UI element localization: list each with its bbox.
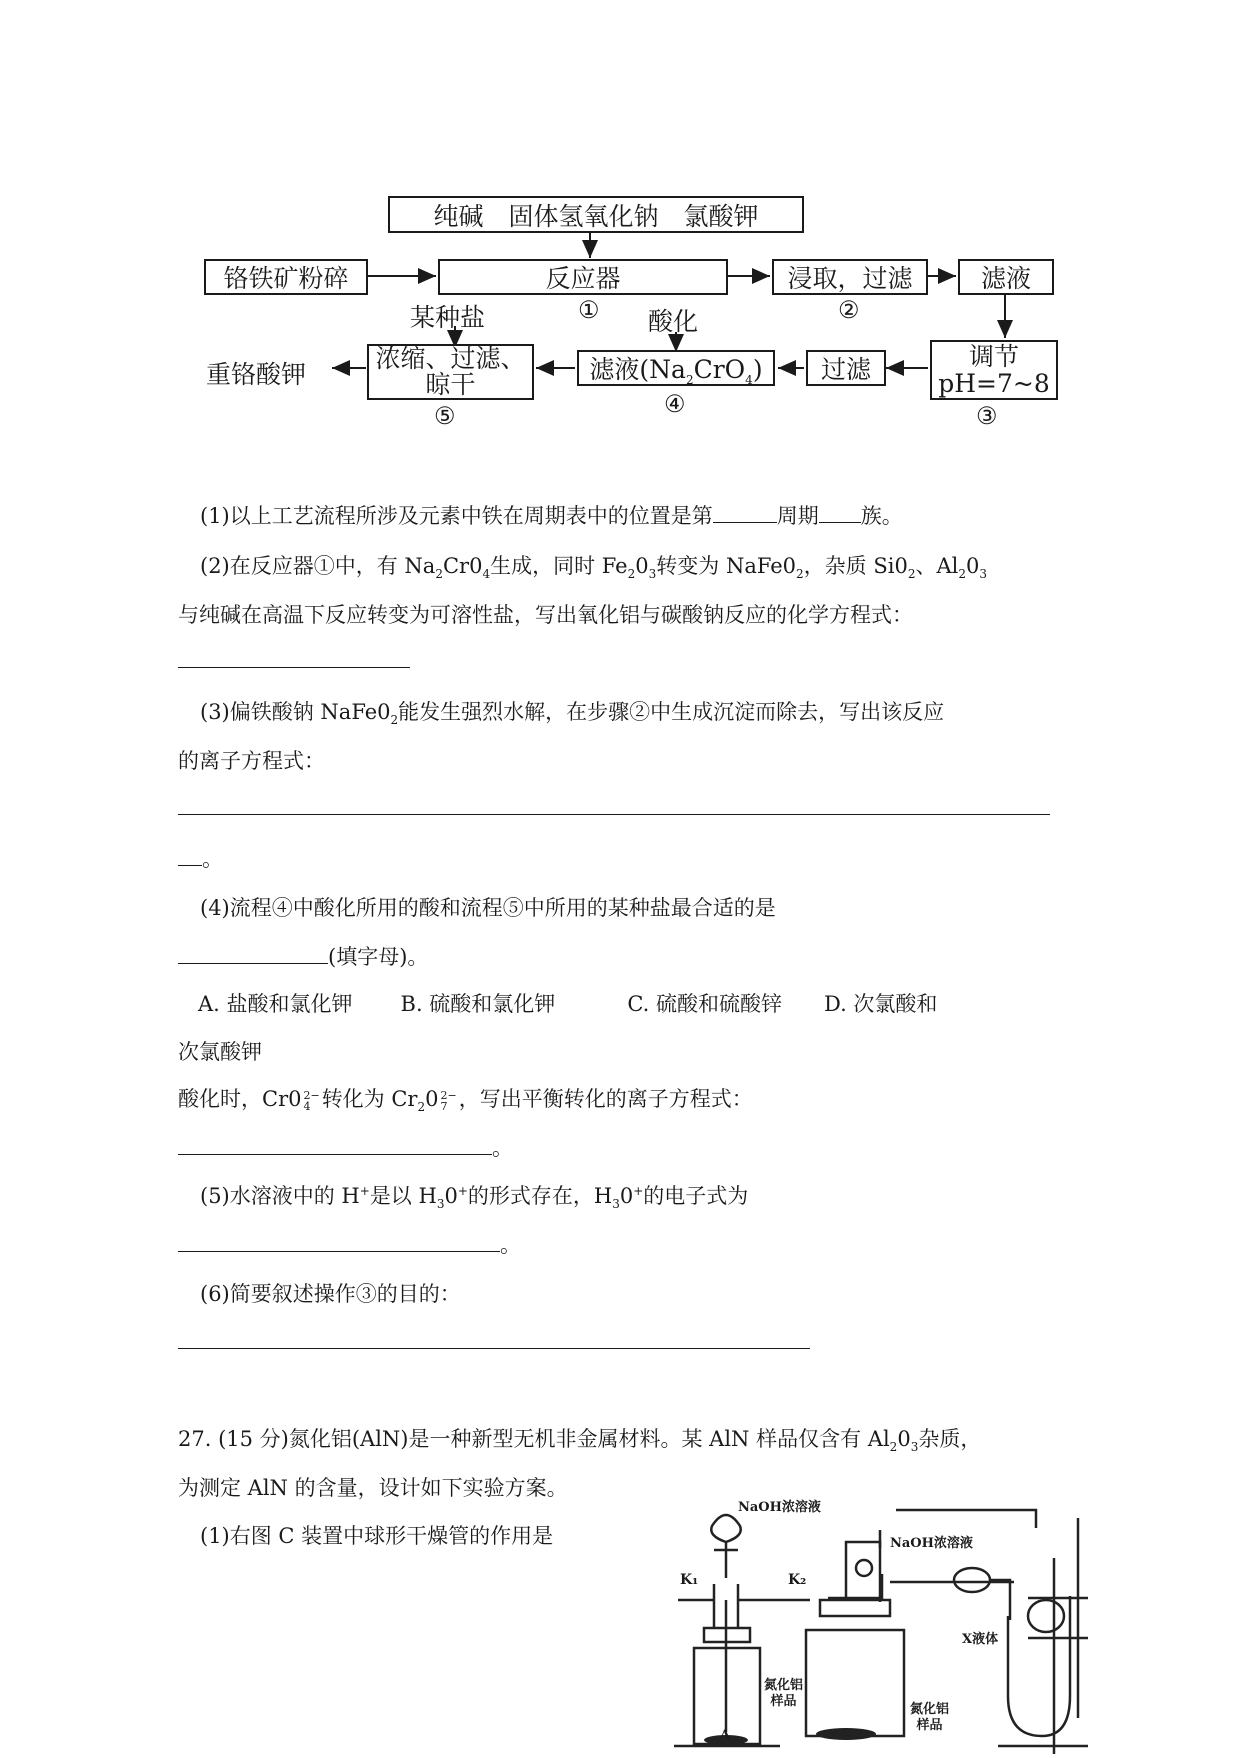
q4-option-a: A. 盐酸和氯化钾: [198, 992, 353, 1016]
q1-blank-group[interactable]: [819, 521, 861, 523]
q2-line2: 与纯碱在高温下反应转变为可溶性盐，写出氧化铝与碳酸钠反应的化学方程式：: [178, 603, 913, 627]
flow-na2cro4-box: 滤液$(Na_2CrO_4)$: [577, 350, 775, 386]
q1-blank-period[interactable]: [713, 521, 777, 523]
q4-answer-blank[interactable]: [178, 962, 328, 964]
flow-ore-box: 铬铁矿粉碎: [204, 259, 368, 295]
q4-line1: (4)流程④中酸化所用的酸和流程⑤中所用的某种盐最合适的是: [200, 896, 776, 920]
q1-line: (1)以上工艺流程所涉及元素中铁在周期表中的位置是第 周期 族。: [200, 504, 903, 528]
q3-answer-blank[interactable]: [178, 814, 1050, 815]
flow-step-1: ①: [578, 296, 600, 324]
flow-some-salt-label: 某种盐: [410, 303, 486, 332]
q3-line1: (3)偏铁酸钠 $NaFe0_2$能发生强烈水解，在步骤②中生成沉淀而除去，写出该反应: [200, 700, 945, 728]
flow-step-5: ⑤: [434, 402, 456, 430]
q4-ion-equation-line: 。: [178, 1132, 513, 1162]
naoh-label-a: NaOH浓溶液: [738, 1500, 821, 1515]
q2-line1: (2)在反应器①中，有 $Na_2Cr0_4$生成，同时 $Fe_20_3$转变为 $NaFe0_2$，杂质 $Si0_2$、$Al_20_3$: [200, 554, 988, 582]
q4-ion-equation-blank[interactable]: [178, 1153, 492, 1155]
sample-label-c: 氮化铝 样品: [910, 1702, 950, 1733]
q4-option-c: C. 硫酸和硫酸锌: [627, 992, 782, 1016]
flow-filtrate-box: 滤液: [958, 259, 1054, 295]
sample-label-a: 氮化铝 样品: [764, 1678, 804, 1709]
q3-line2: 的离子方程式：: [178, 749, 325, 773]
naoh-label-c: NaOH浓溶液: [890, 1536, 973, 1551]
flow-top-box: 纯碱 固体氢氧化钠 氯酸钾: [388, 196, 804, 233]
apparatus-drawing: [668, 1488, 1088, 1754]
q4-fill-line: (填字母)。: [178, 941, 428, 971]
q3-tail: 。: [178, 843, 223, 873]
flow-acidify-label: 酸化: [648, 307, 699, 336]
q5-answer-blank[interactable]: [178, 1250, 500, 1252]
flow-product-label: 重铬酸钾: [206, 360, 307, 389]
flow-adjust-box: 调节 pH=7~8: [930, 340, 1058, 400]
apparatus-figure: [668, 1488, 1088, 1754]
flow-filter-box: 过滤: [806, 350, 886, 386]
q5-answer-line: 。: [178, 1229, 521, 1259]
label-a: A: [720, 1728, 731, 1743]
q27-line2: 为测定 AlN 的含量，设计如下实验方案。: [178, 1476, 568, 1500]
q4-options: [198, 988, 937, 1018]
q5-line1: (5)水溶液中的 H+是以 $H_30^+$的形式存在，$H_30^+$的电子式为: [200, 1184, 749, 1212]
flow-reactor-box: 反应器: [438, 259, 728, 295]
x-liquid-label: X液体: [962, 1632, 999, 1647]
q27-line3: (1)右图 C 装置中球形干燥管的作用是: [200, 1524, 554, 1548]
flow-step-2: ②: [838, 296, 860, 324]
q6-line1: (6)简要叙述操作③的目的：: [200, 1282, 461, 1306]
q4-acidify-line: 酸化时，Cr0 2− 4 转化为 $Cr_20$ 2− 7 ，写出平衡转化的离子方程式：: [178, 1087, 753, 1115]
q6-answer-blank[interactable]: [178, 1348, 810, 1349]
k1-label: K₁: [680, 1572, 699, 1588]
k2-label: K₂: [788, 1572, 807, 1588]
q27-line1: 27. (15 分)氮化铝(AlN)是一种新型无机非金属材料。某 AlN 样品仅含有 $Al_20_3$杂质，: [178, 1427, 982, 1455]
flow-step-3: ③: [976, 402, 998, 430]
q2-answer-blank[interactable]: [178, 667, 410, 668]
q4-option-d: D. 次氯酸和: [823, 992, 938, 1016]
flow-concentrate-box: 浓缩、过滤、 晾干: [367, 344, 534, 400]
q4-option-b: B. 硫酸和氯化钾: [400, 992, 556, 1016]
flow-leach-box: 浸取，过滤: [772, 259, 928, 295]
flow-step-4: ④: [664, 390, 686, 418]
q4-option-d-cont: 次氯酸钾: [178, 1040, 262, 1064]
